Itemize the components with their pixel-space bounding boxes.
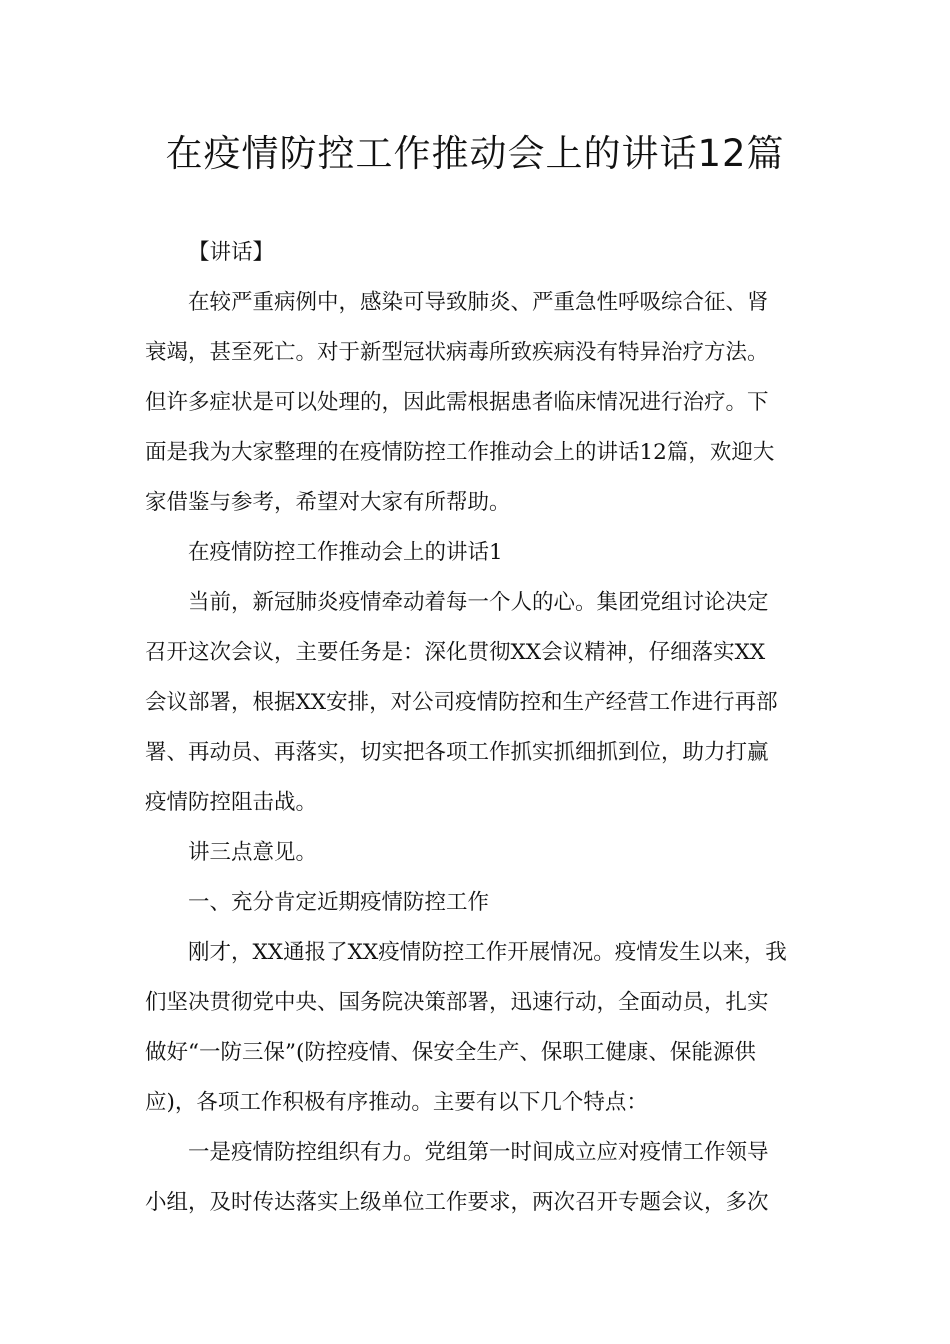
document-body (145, 228, 807, 1228)
paragraph-line: 刚才，XX通报了XX疫情防控工作开展情况。疫情发生以来，我 (188, 940, 787, 965)
intro-line: 在较严重病例中，感染可导致肺炎、严重急性呼吸综合征、肾 (188, 290, 769, 315)
section-title: 在疫情防控工作推动会上的讲话1 (188, 540, 503, 565)
paragraph-line: 署、再动员、再落实，切实把各项工作抓实抓细抓到位，助力打赢 (145, 740, 769, 765)
paragraph-line: 小组，及时传达落实上级单位工作要求，两次召开专题会议，多次 (145, 1190, 769, 1215)
paragraph-line: 一是疫情防控组织有力。党组第一时间成立应对疫情工作领导 (188, 1140, 769, 1165)
document-title: 在疫情防控工作推动会上的讲话12篇 (165, 132, 785, 175)
paragraph-4 (145, 1128, 807, 1228)
section-heading-1: 一、充分肯定近期疫情防控工作 (188, 890, 490, 915)
intro-line: 但许多症状是可以处理的，因此需根据患者临床情况进行治疗。下 (145, 390, 769, 415)
paragraph-line: 召开这次会议，主要任务是：深化贯彻XX会议精神，仔细落实XX (145, 640, 766, 665)
paragraph-line: 疫情防控阻击战。 (145, 790, 318, 815)
paragraph-2: 讲三点意见。 (188, 840, 318, 865)
paragraph-line: 们坚决贯彻党中央、国务院决策部署，迅速行动，全面动员，扎实 (145, 990, 769, 1015)
intro-line: 家借鉴与参考，希望对大家有所帮助。 (145, 490, 511, 515)
paragraph-line: 会议部署，根据XX安排，对公司疫情防控和生产经营工作进行再部 (145, 690, 778, 715)
paragraph-3 (145, 928, 807, 1128)
speech-tag: 【讲话】 (188, 240, 275, 265)
intro-line: 衰竭，甚至死亡。对于新型冠状病毒所致疾病没有特异治疗方法。 (145, 340, 769, 365)
intro-line: 面是我为大家整理的在疫情防控工作推动会上的讲话12篇，欢迎大 (145, 440, 775, 465)
paragraph-line: 应)，各项工作积极有序推动。主要有以下几个特点： (145, 1090, 648, 1115)
paragraph-line: 当前，新冠肺炎疫情牵动着每一个人的心。集团党组讨论决定 (188, 590, 769, 615)
paragraph-1 (145, 578, 807, 828)
intro-paragraph (145, 278, 807, 528)
paragraph-line: 做好“一防三保”(防控疫情、保安全生产、保职工健康、保能源供 (145, 1040, 756, 1065)
